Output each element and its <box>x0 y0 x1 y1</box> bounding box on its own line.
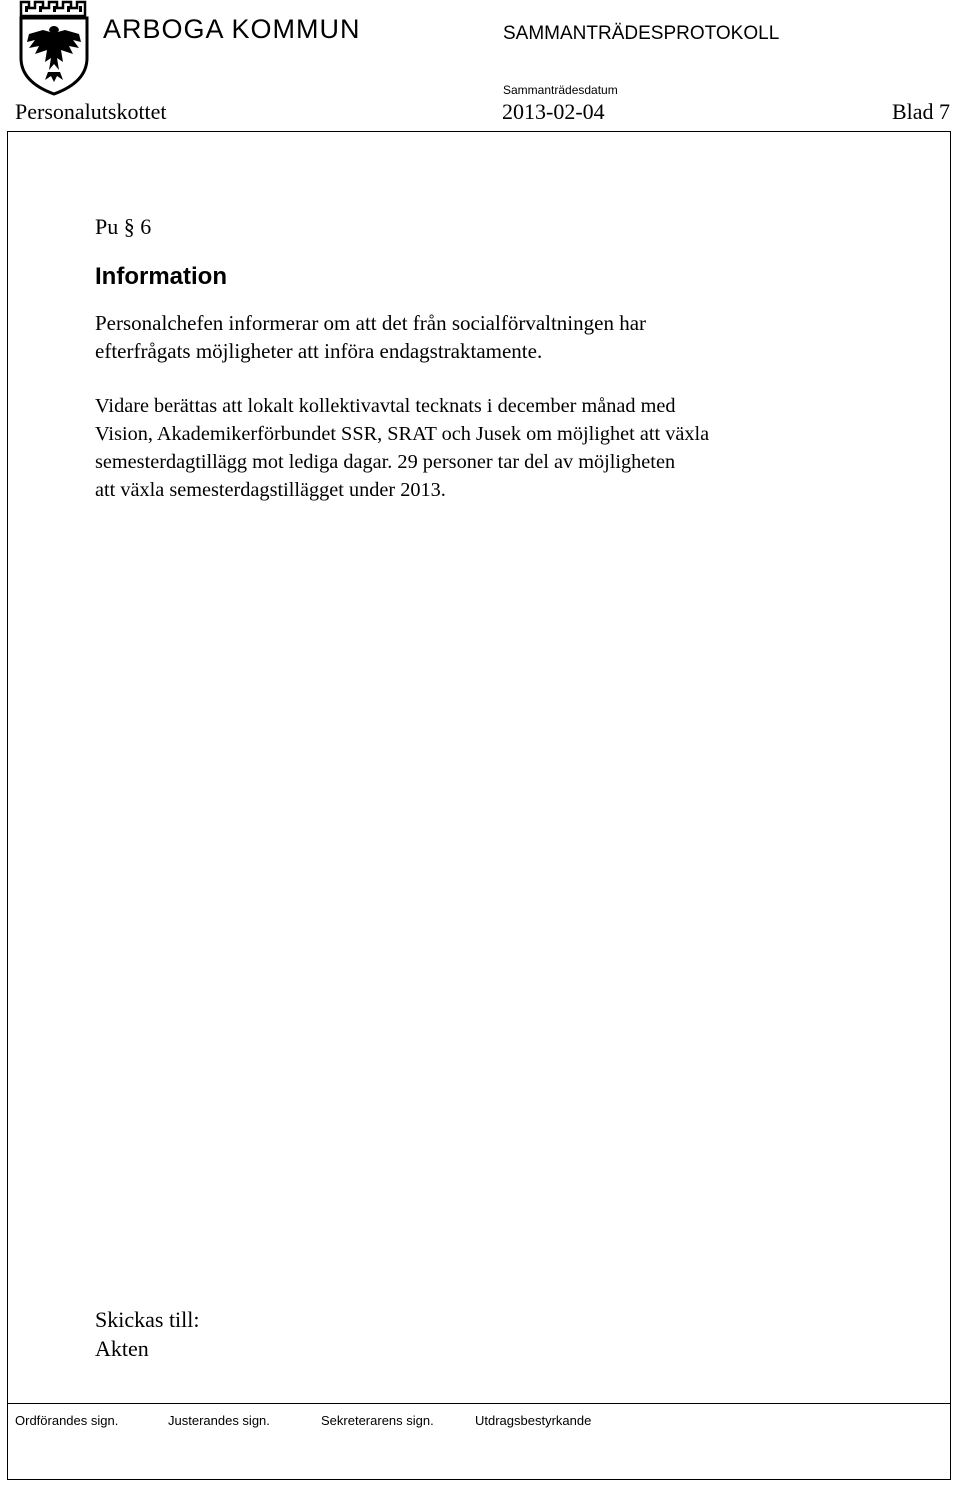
page-number: Blad 7 <box>892 99 951 124</box>
paragraph-2 <box>95 392 855 504</box>
paragraph-1 <box>95 309 855 365</box>
paragraph-line: semesterdagtillägg mot lediga dagar. 29 personer tar del av möjligheten <box>95 451 676 473</box>
coat-of-arms-icon <box>15 0 93 96</box>
secretary-signature-label: Sekreterarens sign. <box>321 1413 434 1428</box>
section-title: Information <box>95 263 227 290</box>
paragraph-line: att växla semesterdagstillägget under 2013. <box>95 479 446 501</box>
organization-name: ARBOGA KOMMUN <box>103 14 361 44</box>
meeting-date: 2013-02-04 <box>502 99 605 124</box>
paragraph-line: Personalchefen informerar om att det från socialförvaltningen har <box>95 311 647 335</box>
paragraph-line: Vidare berättas att lokalt kollektivavtal tecknats i december månad med <box>95 395 676 417</box>
distribution-label: Skickas till: <box>95 1307 200 1332</box>
committee-name: Personalutskottet <box>15 99 167 124</box>
paragraph-line: efterfrågats möjligheter att införa endagstraktamente. <box>95 339 543 363</box>
document-type: SAMMANTRÄDESPROTOKOLL <box>503 23 780 44</box>
adjuster-signature-label: Justerandes sign. <box>168 1413 270 1428</box>
paragraph-line: Vision, Akademikerförbundet SSR, SRAT och Jusek om möjlighet att växla <box>95 423 710 445</box>
chair-signature-label: Ordförandes sign. <box>15 1413 119 1428</box>
extract-certification-label: Utdragsbestyrkande <box>475 1413 592 1428</box>
meeting-date-label: Sammanträdesdatum <box>503 83 618 97</box>
distribution-recipient: Akten <box>95 1336 149 1361</box>
section-number: Pu § 6 <box>95 214 152 239</box>
